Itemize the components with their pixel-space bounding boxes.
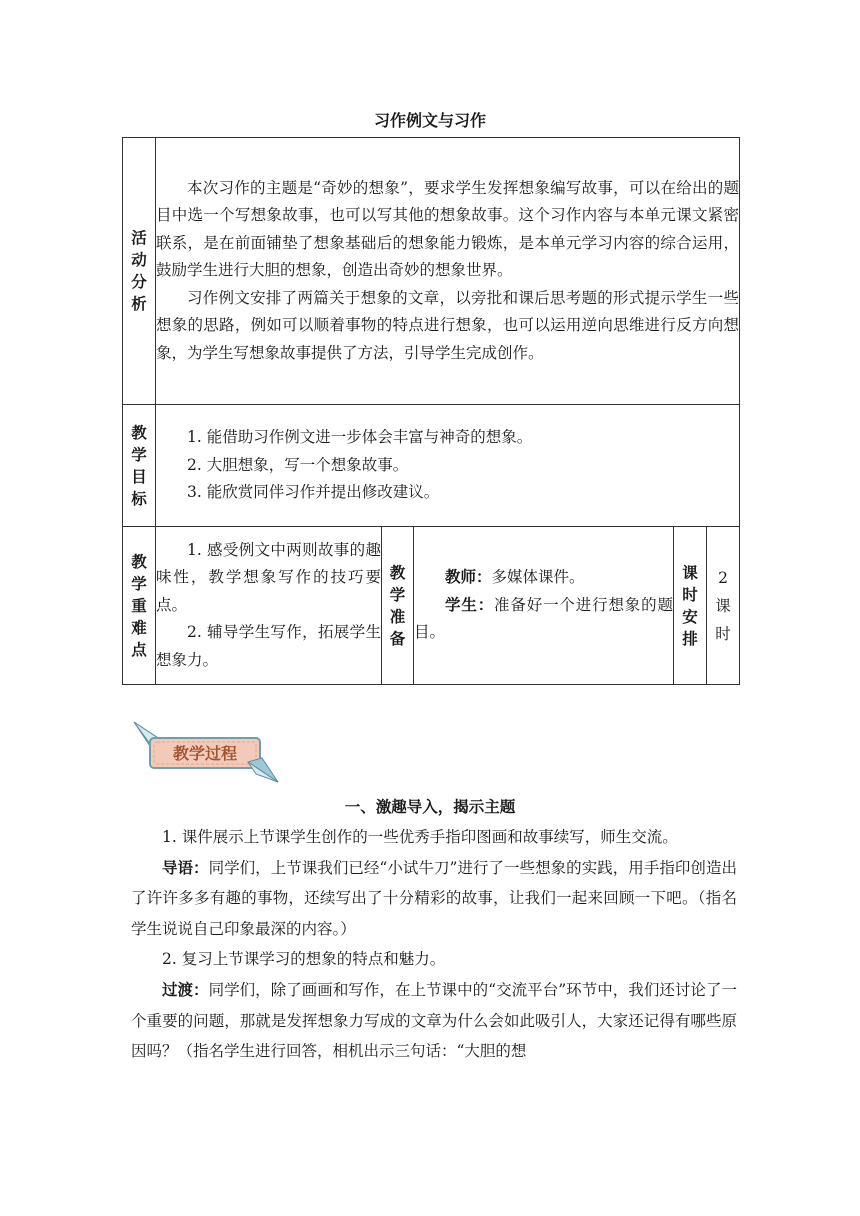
goal-item: 1. 能借助习作例文进一步体会丰富与神奇的想象。 bbox=[187, 428, 533, 447]
analysis-row bbox=[123, 138, 740, 405]
key-point-item: 1. 感受例文中两则故事的趣味性，教学想象写作的技巧要点。 bbox=[156, 540, 381, 614]
key-points-label: 教 学 重 难 点 bbox=[123, 527, 156, 685]
page-title: 习作例文与习作 bbox=[373, 111, 486, 130]
preparation-text bbox=[414, 527, 674, 685]
section-heading: 一、激趣导入，揭示主题 bbox=[344, 798, 516, 816]
paragraph: 2. 复习上节课学习的想象的特点和魅力。 bbox=[162, 950, 446, 969]
analysis-label: 活 动 分 析 bbox=[123, 138, 156, 405]
paragraph: 导语：同学们，上节课我们已经“小试牛刀”进行了一些想象的实践，用手指印创造出了许许多多有趣的事物，还续写出了十分精彩的故事，让我们一起来回顾一下吧。（指名学生说说自己印象最深的内容。） bbox=[131, 858, 737, 938]
goals-label: 教 学 目 标 bbox=[123, 405, 156, 527]
goal-item: 2. 大胆想象，写一个想象故事。 bbox=[187, 455, 409, 474]
hours-value: 2 课 时 bbox=[707, 527, 740, 685]
paragraph: 1. 课件展示上节课学生创作的一些优秀手指印图画和故事续写，师生交流。 bbox=[162, 828, 678, 846]
details-row bbox=[123, 527, 740, 685]
analysis-paragraph: 习作例文安排了两篇关于想象的文章，以旁批和课后思考题的形式提示学生一些想象的思路，例如可以顺着事物的特点进行想象，也可以运用逆向思维进行反方向想象，为学生写想象故事提供了方法，引导学生完成创作。 bbox=[156, 288, 739, 362]
hours-label: 课 时 安 排 bbox=[674, 527, 707, 685]
paragraph: 过渡：同学们，除了画画和写作，在上节课中的“交流平台”环节中，我们还讨论了一个重要的问题，那就是发挥想象力写成的文章为什么会如此吸引人，大家还记得有哪些原因吗？（指名学生进行回答，相机出示三句话：“大胆的想 bbox=[131, 980, 737, 1061]
analysis-text bbox=[156, 138, 740, 405]
key-points-text bbox=[156, 527, 382, 685]
key-point-item: 2. 辅导学生写作，拓展学生想象力。 bbox=[156, 623, 381, 669]
prep-student: 学生：准备好一个进行想象的题目。 bbox=[414, 595, 673, 642]
analysis-paragraph: 本次习作的主题是“奇妙的想象”，要求学生发挥想象编写故事，可以在给出的题目中选一个写想象故事，也可以写其他的想象故事。这个习作内容与本单元课文紧密联系，是在前面铺垫了想象基础后的想象能力锻炼，是本单元学习内容的综合运用，鼓励学生进行大胆的想象，创造出奇妙的想象世界。 bbox=[156, 178, 739, 280]
lesson-body bbox=[131, 822, 737, 1067]
preparation-label: 教 学 准 备 bbox=[382, 527, 414, 685]
teaching-process-badge bbox=[130, 718, 280, 784]
goals-list bbox=[156, 405, 740, 527]
goal-item: 3. 能欣赏同伴习作并提出修改建议。 bbox=[187, 483, 440, 502]
goals-row bbox=[123, 405, 740, 527]
lesson-plan-table bbox=[122, 137, 740, 685]
badge-label: 教学过程 bbox=[172, 744, 238, 763]
prep-teacher: 教师：多媒体课件。 bbox=[445, 568, 585, 587]
